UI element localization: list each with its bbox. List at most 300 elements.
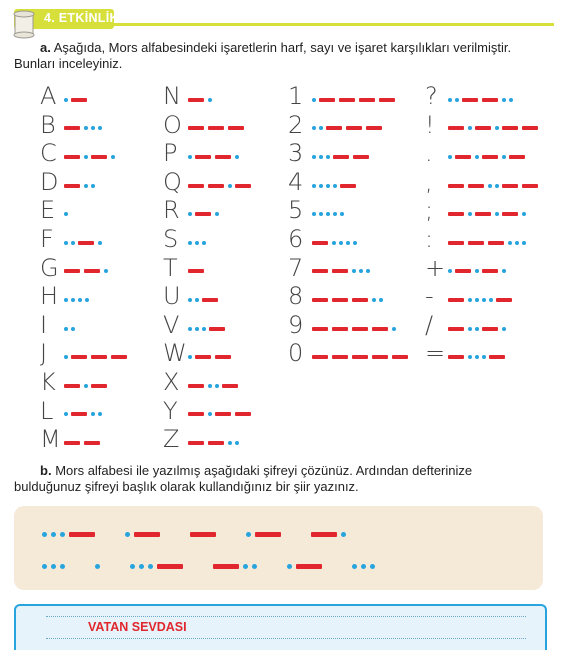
morse-code <box>446 205 527 215</box>
morse-dot <box>455 98 459 102</box>
morse-symbol: Y <box>163 396 178 425</box>
morse-symbol: J <box>40 339 48 368</box>
morse-dot <box>515 241 519 245</box>
morse-dot <box>502 155 506 159</box>
morse-dot <box>319 212 323 216</box>
morse-code <box>186 148 240 158</box>
morse-code <box>186 291 220 301</box>
morse-dot <box>448 98 452 102</box>
morse-dash <box>215 355 231 359</box>
morse-code <box>186 263 206 273</box>
morse-symbol: A <box>40 82 57 110</box>
morse-dot <box>64 212 68 216</box>
morse-code <box>186 177 253 187</box>
morse-code <box>62 205 69 215</box>
morse-code <box>62 263 109 273</box>
morse-dash <box>502 212 518 216</box>
morse-symbol: T <box>163 253 178 282</box>
morse-dot <box>42 564 47 569</box>
morse-dash <box>502 184 518 188</box>
morse-dash <box>69 532 95 537</box>
morse-dash <box>188 441 204 445</box>
morse-dash <box>392 355 408 359</box>
morse-dash <box>84 441 100 445</box>
morse-symbol: U <box>163 282 181 311</box>
morse-dash <box>352 355 368 359</box>
morse-code <box>186 320 227 330</box>
morse-dash <box>213 564 239 569</box>
morse-dash <box>462 98 478 102</box>
morse-dash <box>333 155 349 159</box>
morse-dash <box>448 212 464 216</box>
morse-dash <box>91 355 107 359</box>
morse-dash <box>64 269 80 273</box>
morse-dash <box>332 355 348 359</box>
morse-dot <box>326 155 330 159</box>
morse-dot <box>188 355 192 359</box>
morse-code <box>62 91 89 101</box>
morse-dot <box>91 126 95 130</box>
morse-dot <box>111 155 115 159</box>
morse-dot <box>98 412 102 416</box>
cipher-line-1 <box>40 526 348 538</box>
morse-dot <box>71 241 75 245</box>
morse-code <box>446 291 514 301</box>
morse-dot <box>482 355 486 359</box>
morse-symbol: V <box>163 310 180 339</box>
morse-dot <box>502 269 506 273</box>
morse-dot <box>195 241 199 245</box>
morse-dot <box>468 298 472 302</box>
morse-dot <box>522 241 526 245</box>
morse-dash <box>311 532 337 537</box>
morse-dash <box>312 298 328 302</box>
morse-code <box>62 377 109 387</box>
morse-dash <box>359 98 375 102</box>
morse-dot <box>359 269 363 273</box>
morse-code <box>310 320 397 330</box>
morse-dash <box>326 126 342 130</box>
morse-dot <box>215 384 219 388</box>
morse-dash <box>157 564 183 569</box>
morse-dot <box>125 532 130 537</box>
morse-code <box>446 91 514 101</box>
morse-dot <box>195 327 199 331</box>
morse-dot <box>71 298 75 302</box>
morse-dot <box>84 184 88 188</box>
morse-dash <box>195 155 211 159</box>
morse-symbol: . <box>425 139 433 168</box>
morse-dot <box>370 564 375 569</box>
morse-dash <box>468 184 484 188</box>
morse-code <box>186 348 233 358</box>
morse-dot <box>468 355 472 359</box>
morse-dash <box>188 412 204 416</box>
morse-code <box>186 234 207 244</box>
morse-dash <box>195 355 211 359</box>
morse-dash <box>332 327 348 331</box>
morse-dash <box>482 327 498 331</box>
morse-dash <box>209 327 225 331</box>
morse-dot <box>243 564 248 569</box>
morse-symbol: ; <box>425 196 434 225</box>
morse-symbol: H <box>40 282 59 311</box>
morse-dot <box>468 212 472 216</box>
header-bar <box>14 9 554 29</box>
morse-dash <box>352 298 368 302</box>
morse-dot <box>340 212 344 216</box>
morse-dash <box>366 126 382 130</box>
morse-dash <box>64 184 80 188</box>
morse-dash <box>448 184 464 188</box>
morse-symbol: L <box>40 396 54 425</box>
morse-symbol: = <box>425 339 446 368</box>
morse-symbol: 9 <box>288 310 304 339</box>
morse-dash <box>522 126 538 130</box>
morse-dash <box>91 155 107 159</box>
morse-dash <box>71 355 87 359</box>
morse-symbol: 4 <box>288 167 304 196</box>
cipher-line-2 <box>40 558 377 570</box>
morse-symbol: Q <box>163 167 182 196</box>
morse-dot <box>208 384 212 388</box>
morse-dot <box>84 384 88 388</box>
morse-dot <box>98 126 102 130</box>
morse-dot <box>339 241 343 245</box>
morse-dot <box>468 327 472 331</box>
morse-dot <box>352 269 356 273</box>
morse-dot <box>488 184 492 188</box>
morse-dash <box>312 327 328 331</box>
morse-symbol: B <box>40 110 56 139</box>
morse-code <box>310 91 397 101</box>
part-a-label: a. <box>40 40 51 55</box>
morse-dot <box>60 564 65 569</box>
morse-dot <box>42 532 47 537</box>
morse-symbol: I <box>40 310 48 339</box>
morse-dot <box>341 532 346 537</box>
morse-symbol: : <box>425 225 434 253</box>
morse-symbol: 7 <box>288 253 304 282</box>
morse-code <box>446 148 527 158</box>
morse-dash <box>319 98 335 102</box>
instruction-a <box>14 40 542 72</box>
morse-symbol: + <box>425 253 446 282</box>
morse-code <box>62 320 76 330</box>
morse-dot <box>475 327 479 331</box>
poem-title: VATAN SEVDASI <box>88 620 187 634</box>
morse-symbol: M <box>40 425 61 454</box>
morse-dot <box>287 564 292 569</box>
morse-code <box>62 177 96 187</box>
morse-dash <box>188 384 204 388</box>
morse-dot <box>188 212 192 216</box>
morse-dot <box>188 298 192 302</box>
morse-symbol: R <box>163 196 180 225</box>
morse-dot <box>228 184 232 188</box>
morse-dash <box>188 126 204 130</box>
morse-dot <box>95 564 100 569</box>
morse-dash <box>455 155 471 159</box>
morse-dot <box>312 126 316 130</box>
morse-dash <box>496 298 512 302</box>
morse-dash <box>208 184 224 188</box>
morse-dot <box>495 184 499 188</box>
morse-dash <box>312 269 328 273</box>
morse-dot <box>522 212 526 216</box>
morse-dot <box>195 298 199 302</box>
morse-code <box>310 177 358 187</box>
morse-dash <box>71 98 87 102</box>
morse-dash <box>215 412 231 416</box>
morse-dash <box>235 412 251 416</box>
morse-dot <box>475 355 479 359</box>
morse-symbol: D <box>40 167 59 196</box>
morse-dot <box>489 298 493 302</box>
morse-symbol: 0 <box>288 339 304 368</box>
morse-dot <box>372 298 376 302</box>
morse-symbol: 5 <box>288 196 304 225</box>
morse-dash <box>475 126 491 130</box>
morse-dash <box>222 384 238 388</box>
morse-dot <box>319 155 323 159</box>
morse-dot <box>246 532 251 537</box>
morse-dot <box>332 241 336 245</box>
morse-code <box>446 120 540 130</box>
morse-symbol: O <box>163 110 182 139</box>
morse-dash <box>78 241 94 245</box>
morse-dot <box>64 355 68 359</box>
morse-dash <box>482 155 498 159</box>
morse-symbol: G <box>40 253 59 282</box>
morse-code <box>446 177 540 187</box>
morse-dot <box>188 155 192 159</box>
morse-dot <box>139 564 144 569</box>
morse-dot <box>51 564 56 569</box>
morse-dash <box>448 241 464 245</box>
morse-symbol: ? <box>425 82 438 110</box>
morse-dot <box>84 155 88 159</box>
morse-dot <box>202 327 206 331</box>
morse-dash <box>64 155 80 159</box>
morse-dash <box>339 98 355 102</box>
morse-dash <box>208 441 224 445</box>
morse-dash <box>188 269 204 273</box>
morse-dot <box>64 412 68 416</box>
morse-dash <box>522 184 538 188</box>
morse-dot <box>468 126 472 130</box>
morse-dash <box>482 269 498 273</box>
morse-code <box>186 120 246 130</box>
morse-dash <box>188 184 204 188</box>
morse-dot <box>188 327 192 331</box>
morse-dash <box>482 98 498 102</box>
morse-dash <box>372 327 388 331</box>
morse-dash <box>195 212 211 216</box>
scroll-icon <box>12 9 38 39</box>
morse-code <box>186 406 253 416</box>
morse-dash <box>468 241 484 245</box>
morse-dot <box>208 98 212 102</box>
morse-dash <box>448 355 464 359</box>
morse-code <box>446 348 507 358</box>
morse-symbol: ! <box>425 110 435 139</box>
morse-dot <box>319 184 323 188</box>
morse-dash <box>509 155 525 159</box>
morse-dot <box>104 269 108 273</box>
morse-dash <box>208 126 224 130</box>
morse-dash <box>312 241 328 245</box>
morse-dash <box>448 126 464 130</box>
morse-dash <box>332 269 348 273</box>
morse-dash <box>91 384 107 388</box>
morse-dot <box>475 298 479 302</box>
morse-dot <box>51 532 56 537</box>
morse-dash <box>346 126 362 130</box>
morse-symbol: 1 <box>288 82 304 110</box>
morse-dot <box>208 412 212 416</box>
morse-dot <box>188 241 192 245</box>
morse-symbol: , <box>425 167 433 196</box>
morse-dash <box>255 532 281 537</box>
morse-dot <box>509 98 513 102</box>
morse-dot <box>312 98 316 102</box>
morse-code <box>310 234 358 244</box>
morse-code <box>186 205 220 215</box>
morse-dot <box>64 241 68 245</box>
morse-code <box>446 320 507 330</box>
morse-dot <box>448 269 452 273</box>
morse-dot <box>71 327 75 331</box>
morse-symbol: - <box>425 282 434 311</box>
morse-code <box>446 234 527 244</box>
morse-dash <box>134 532 160 537</box>
morse-symbol: X <box>163 368 180 396</box>
morse-dot <box>448 155 452 159</box>
morse-dash <box>296 564 322 569</box>
morse-code <box>62 434 102 444</box>
morse-dot <box>333 184 337 188</box>
morse-dot <box>366 269 370 273</box>
morse-dot <box>312 212 316 216</box>
morse-code <box>62 348 129 358</box>
morse-symbol: E <box>40 196 56 225</box>
morse-dash <box>353 155 369 159</box>
morse-dash <box>64 384 80 388</box>
morse-dash <box>228 126 244 130</box>
morse-dash <box>448 298 464 302</box>
cipher-box <box>14 506 543 590</box>
morse-dot <box>508 241 512 245</box>
morse-dot <box>98 241 102 245</box>
morse-dot <box>361 564 366 569</box>
morse-dot <box>64 327 68 331</box>
morse-dot <box>85 298 89 302</box>
morse-symbol: C <box>40 139 57 168</box>
morse-dot <box>235 441 239 445</box>
morse-dot <box>352 564 357 569</box>
morse-dash <box>455 269 471 273</box>
activity-title: 4. ETKİNLİK <box>44 11 119 25</box>
morse-code <box>310 120 384 130</box>
morse-dot <box>312 155 316 159</box>
morse-symbol: S <box>163 225 179 253</box>
morse-dash <box>111 355 127 359</box>
morse-dot <box>60 532 65 537</box>
morse-symbol: / <box>425 310 434 339</box>
morse-dash <box>448 327 464 331</box>
morse-dot <box>475 269 479 273</box>
morse-code <box>62 148 116 158</box>
morse-dash <box>332 298 348 302</box>
part-b-text: Mors alfabesi ile yazılmış aşağıdaki şifreyi çözünüz. Ardından defterinize bulduğunuz şifreyi başlık olarak kullandığınız bir şiir yazınız. <box>14 463 473 494</box>
morse-symbol: K <box>40 368 56 396</box>
morse-dash <box>475 212 491 216</box>
morse-symbol: W <box>163 339 187 368</box>
morse-symbol: 2 <box>288 110 304 139</box>
morse-dot <box>482 298 486 302</box>
morse-code <box>62 120 103 130</box>
morse-dash <box>64 126 80 130</box>
morse-dot <box>495 126 499 130</box>
poem-box <box>14 604 547 650</box>
morse-dash <box>502 126 518 130</box>
morse-code <box>186 91 213 101</box>
morse-dash <box>352 327 368 331</box>
dotted-line <box>46 638 526 639</box>
morse-dot <box>495 212 499 216</box>
morse-code <box>186 377 240 387</box>
part-a-text: Aşağıda, Mors alfabesindeki işaretlerin harf, sayı ve işaret karşılıkları verilmiştir. Bunları inceleyiniz. <box>14 40 512 71</box>
morse-dash <box>340 184 356 188</box>
header-rule <box>114 23 554 26</box>
morse-symbol: N <box>163 82 181 110</box>
morse-code <box>310 205 345 215</box>
morse-dash <box>71 412 87 416</box>
morse-dot <box>475 155 479 159</box>
morse-dot <box>312 184 316 188</box>
morse-code <box>446 263 507 273</box>
morse-dot <box>228 441 232 445</box>
morse-code <box>310 263 371 273</box>
morse-dot <box>84 126 88 130</box>
morse-dash <box>84 269 100 273</box>
morse-dot <box>392 327 396 331</box>
morse-dot <box>326 212 330 216</box>
morse-dash <box>312 355 328 359</box>
morse-dash <box>202 298 218 302</box>
morse-dot <box>319 126 323 130</box>
morse-dot <box>78 298 82 302</box>
morse-symbol: 3 <box>288 139 304 168</box>
morse-dot <box>64 298 68 302</box>
morse-dot <box>379 298 383 302</box>
morse-dot <box>326 184 330 188</box>
morse-code <box>310 148 371 158</box>
morse-dot <box>353 241 357 245</box>
morse-dash <box>215 155 231 159</box>
instruction-b <box>14 463 542 495</box>
morse-dot <box>202 241 206 245</box>
morse-dash <box>188 98 204 102</box>
morse-code <box>62 291 90 301</box>
morse-dash <box>488 241 504 245</box>
morse-dash <box>379 98 395 102</box>
morse-dot <box>502 98 506 102</box>
morse-dot <box>333 212 337 216</box>
morse-dot <box>148 564 153 569</box>
morse-dot <box>346 241 350 245</box>
